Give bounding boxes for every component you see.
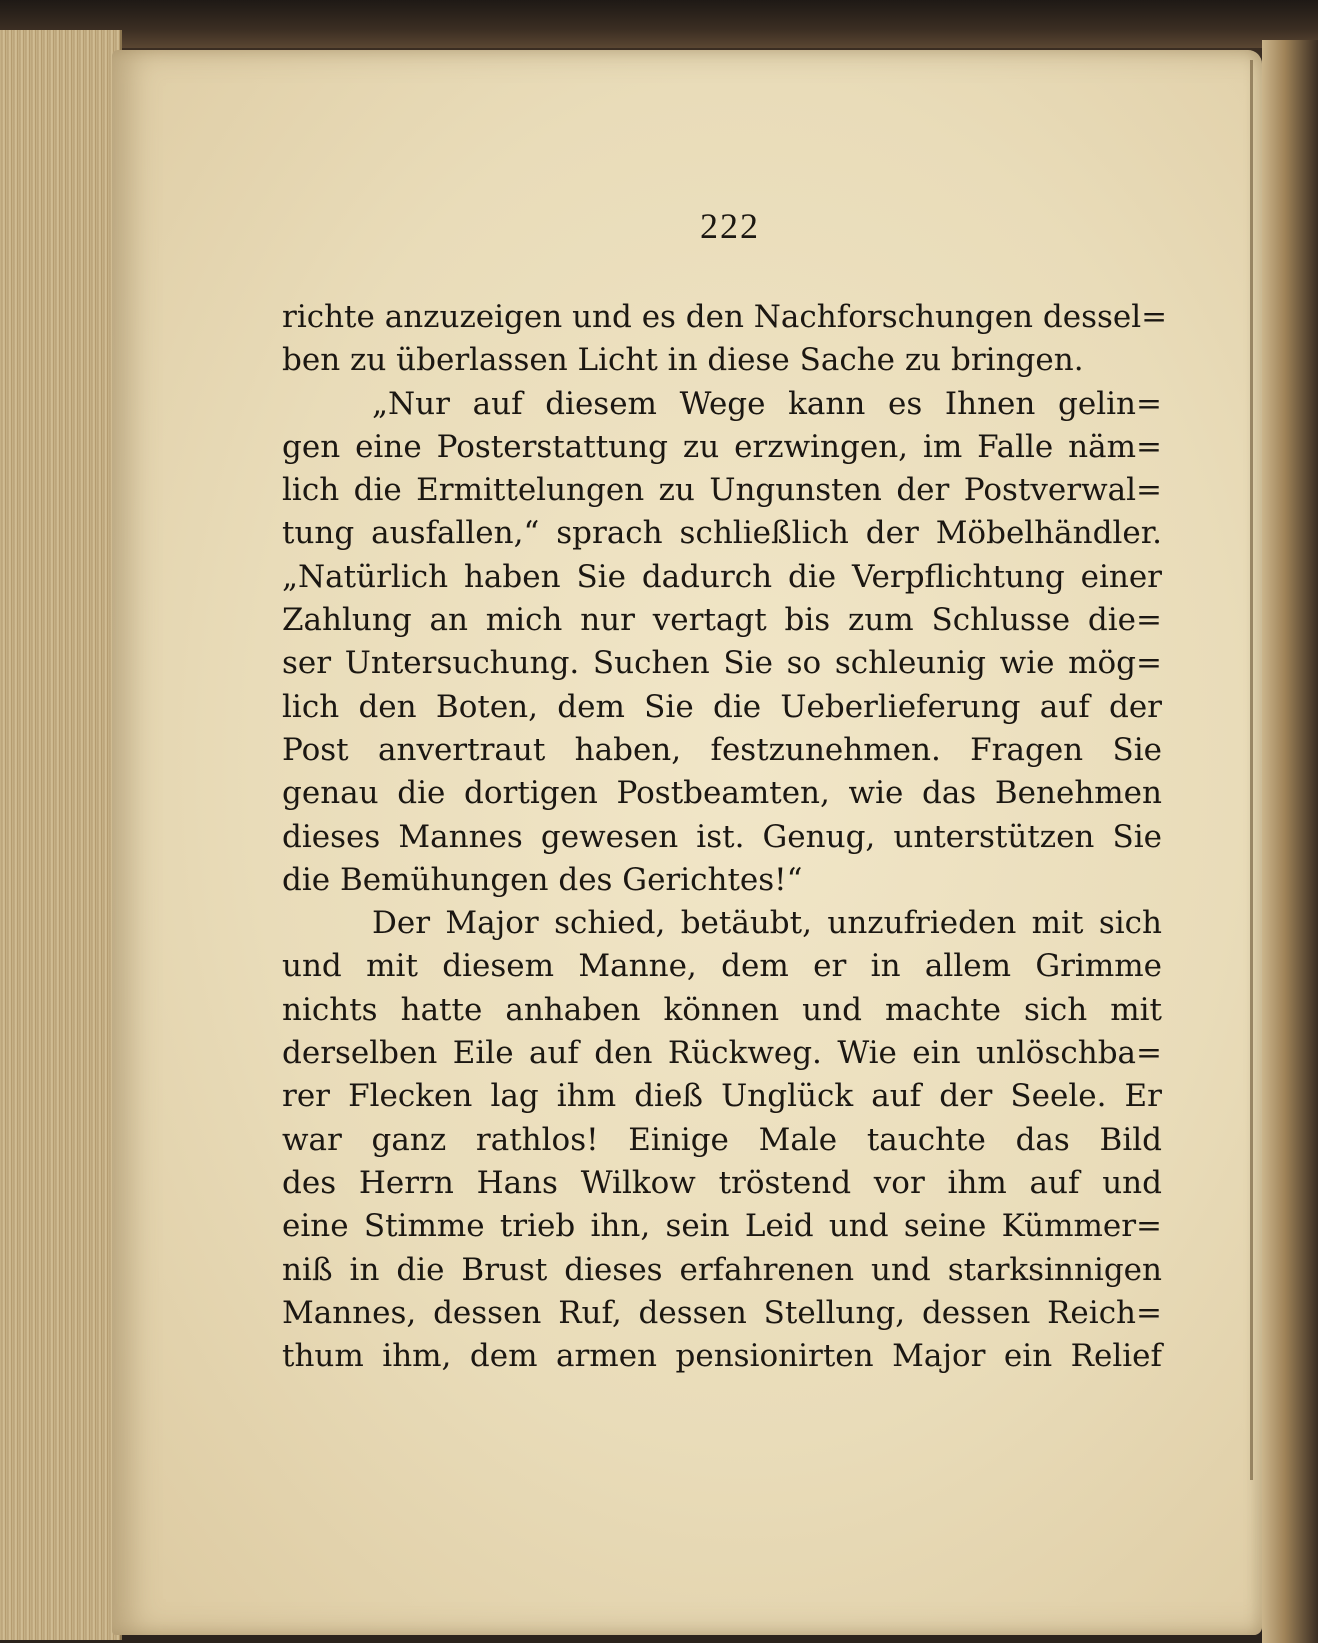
text-line: die Bemühungen des Gerichtes!“	[282, 861, 803, 898]
text-line: eine Stimme trieb ihn, sein Leid und seine Kümmer=	[282, 1208, 1162, 1245]
text-line: Mannes, dessen Ruf, dessen Stellung, dessen Reich=	[282, 1294, 1162, 1331]
page-number: 222	[700, 206, 760, 246]
text-line: richte anzuzeigen und es den Nachforschungen dessel=	[282, 299, 1168, 335]
text-line: Zahlung an mich nur vertagt bis zum Schlusse die=	[282, 602, 1162, 639]
text-line: Der Major schied, betäubt, unzufrieden mit sich	[372, 905, 1162, 942]
text-line: lich die Ermittelungen zu Ungunsten der Postverwal=	[282, 472, 1162, 509]
text-line: derselben Eile auf den Rückweg. Wie ein unlöschba=	[282, 1035, 1162, 1072]
text-line: tung ausfallen,“ sprach schließlich der Möbelhändler.	[282, 515, 1162, 552]
text-line: thum ihm, dem armen pensionirten Major ein Relief	[282, 1338, 1162, 1375]
text-line: Post anvertraut haben, festzunehmen. Fragen Sie	[282, 731, 1162, 768]
text-line: dieses Mannes gewesen ist. Genug, unterstützen Sie	[282, 818, 1162, 855]
page-gutter-line	[1250, 60, 1253, 1480]
body-text	[282, 296, 1168, 1378]
text-line: gen eine Posterstattung zu erzwingen, im Falle näm=	[282, 428, 1162, 465]
text-line: lich den Boten, dem Sie die Ueberlieferung auf der	[282, 688, 1162, 725]
book-cover-top-edge	[0, 0, 1318, 48]
text-line: ben zu überlassen Licht in diese Sache zu bringen.	[282, 342, 1084, 379]
text-line: „Nur auf diesem Wege kann es Ihnen gelin=	[372, 385, 1162, 422]
page-stack-left-edge	[0, 30, 122, 1640]
text-line: nichts hatte anhaben können und machte sich mit	[282, 991, 1162, 1028]
text-line: war ganz rathlos! Einige Male tauchte das Bild	[282, 1121, 1162, 1158]
text-line: und mit diesem Manne, dem er in allem Grimme	[282, 948, 1162, 985]
text-line: ser Untersuchung. Suchen Sie so schleunig wie mög=	[282, 645, 1162, 682]
facing-page-edge	[1262, 40, 1318, 1643]
text-line: niß in die Brust dieses erfahrenen und starksinnigen	[282, 1251, 1162, 1288]
text-line: genau die dortigen Postbeamten, wie das Benehmen	[282, 775, 1162, 812]
text-line: des Herrn Hans Wilkow tröstend vor ihm auf und	[282, 1164, 1162, 1201]
text-line: rer Flecken lag ihm dieß Unglück auf der Seele. Er	[282, 1078, 1162, 1115]
text-line: „Natürlich haben Sie dadurch die Verpflichtung einer	[282, 558, 1162, 595]
